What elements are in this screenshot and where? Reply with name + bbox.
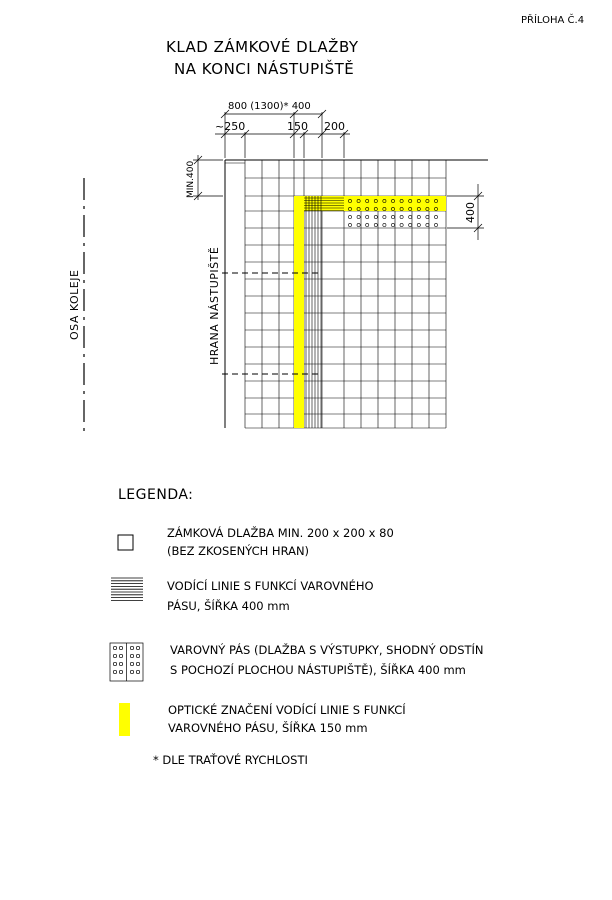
legend-dot [130,662,133,665]
legend-item-3-line2: S POCHOZÍ PLOCHOU NÁSTUPIŠTĚ), ŠÍŘKA 400 mm [170,663,466,677]
annex-label: PŘÍLOHA Č.4 [521,15,585,26]
legend-item-1-line2: (BEZ ZKOSENÝCH HRAN) [167,544,310,558]
warning-dot [357,215,360,218]
warning-dot [417,223,420,226]
warning-dot [400,215,403,218]
top-dimensions [215,110,350,158]
legend-item-4-line1: OPTICKÉ ZNAČENÍ VODÍCÍ LINIE S FUNKCÍ [168,703,406,717]
guide-lines-vertical [306,196,321,428]
dim-400: 400 [464,202,477,223]
legend-dot [130,646,133,649]
dim-200: 200 [324,120,345,133]
dim-top-span: 800 (1300)* 400 [228,101,311,112]
title-line-1: KLAD ZÁMKOVÉ DLAŽBY [166,38,359,56]
warning-dot [391,215,394,218]
warning-dot [417,215,420,218]
legend-dot [119,670,122,673]
legend-footnote: * DLE TRAŤOVÉ RYCHLOSTI [153,753,308,767]
legend-symbol-warning-dots [110,643,143,681]
warning-dot [434,223,437,226]
legend-item-2-line2: PÁSU, ŠÍŘKA 400 mm [167,599,290,613]
yellow-strip-vertical [294,196,304,428]
legend-item-2-line1: VODÍCÍ LINIE S FUNKCÍ VAROVNÉHO [167,579,374,593]
warning-dot [391,223,394,226]
legend-dot [136,646,139,649]
track-axis-label: OSA KOLEJE [68,269,81,340]
title-line-2: NA KONCI NÁSTUPIŠTĚ [174,60,355,78]
warning-dot [366,215,369,218]
legend-dot [113,654,116,657]
warning-dot [426,223,429,226]
dim-min400: MIN.400 [186,160,196,198]
warning-dot [383,223,386,226]
legend-dot [113,670,116,673]
legend-dot [136,670,139,673]
warning-dot [348,215,351,218]
warning-dot [409,223,412,226]
legend-title: LEGENDA: [118,487,194,503]
legend-dot [130,670,133,673]
legend-symbol-yellow-strip [119,703,130,736]
warning-dot [374,223,377,226]
warning-dot [383,215,386,218]
dim-150: 150 [287,120,308,133]
legend-dot [113,662,116,665]
platform-edge-label: HRANA NÁSTUPIŠTĚ [208,246,221,365]
warning-dot [374,215,377,218]
warning-dot [348,223,351,226]
legend-dot [130,654,133,657]
legend-symbol-guide-lines [111,578,143,600]
legend-dot [119,654,122,657]
warning-dot [434,215,437,218]
legend-dot [119,662,122,665]
warning-dot [426,215,429,218]
dim-approx-250: ~250 [215,120,246,133]
legend-dot [119,646,122,649]
warning-dot [357,223,360,226]
warning-dot [366,223,369,226]
legend-dot [113,646,116,649]
legend-symbol-paving-square [118,535,133,550]
legend-item-4-line2: VAROVNÉHO PÁSU, ŠÍŘKA 150 mm [168,721,368,735]
legend-dot [136,662,139,665]
legend-dot [136,654,139,657]
legend-item-1-line1: ZÁMKOVÁ DLAŽBA MIN. 200 x 200 x 80 [167,526,394,540]
min400-dimension [193,155,223,200]
warning-dot [400,223,403,226]
legend-item-3-line1: VAROVNÝ PÁS (DLAŽBA S VÝSTUPKY, SHODNÝ ODSTÍN [170,643,484,657]
warning-dot [409,215,412,218]
